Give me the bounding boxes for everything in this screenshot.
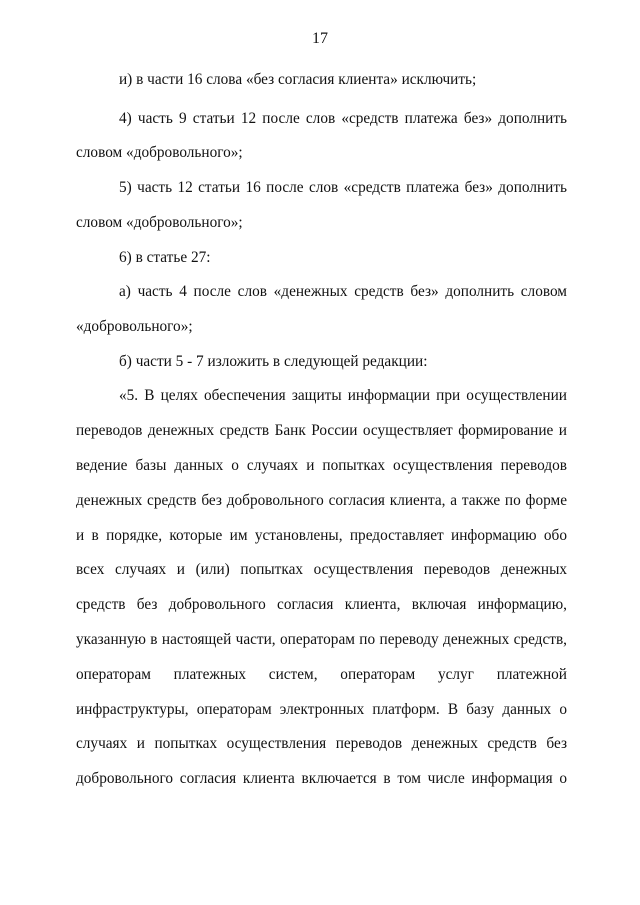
text-line: 6) в статье 27: [119, 249, 211, 266]
page-number: 17 [312, 30, 328, 47]
text-line: добровольного согласия клиента включается в том числе информация о [76, 770, 567, 787]
text-line: указанную в настоящей части, операторам по переводу денежных средств, [76, 631, 567, 648]
text-line: денежных средств без добровольного согласия клиента, а также по форме [76, 492, 567, 509]
text-line: словом «добровольного»; [76, 214, 243, 231]
text-line: всех случаях и (или) попытках осуществления переводов денежных [76, 561, 567, 578]
text-line: 5) часть 12 статьи 16 после слов «средств платежа без» дополнить [119, 179, 567, 196]
text-line: 4) часть 9 статьи 12 после слов «средств платежа без» дополнить [119, 110, 567, 127]
text-line: «5. В целях обеспечения защиты информации при осуществлении [119, 387, 567, 404]
text-line: а) часть 4 после слов «денежных средств без» дополнить словом [119, 283, 567, 300]
text-line: «добровольного»; [76, 318, 193, 335]
text-line: операторам платежных систем, операторам услуг платежной [76, 666, 567, 683]
text-line: ведение базы данных о случаях и попытках осуществления переводов [76, 457, 567, 474]
text-line: и) в части 16 слова «без согласия клиента» исключить; [119, 71, 477, 88]
text-line: инфраструктуры, операторам электронных платформ. В базу данных о [76, 701, 567, 718]
text-line: средств без добровольного согласия клиента, включая информацию, [76, 596, 567, 613]
text-line: б) части 5 - 7 изложить в следующей редакции: [119, 353, 428, 370]
text-line: и в порядке, которые им установлены, предоставляет информацию обо [76, 527, 567, 544]
text-line: словом «добровольного»; [76, 144, 243, 161]
text-line: случаях и попытках осуществления переводов денежных средств без [76, 735, 567, 752]
text-line: переводов денежных средств Банк России осуществляет формирование и [76, 422, 567, 439]
